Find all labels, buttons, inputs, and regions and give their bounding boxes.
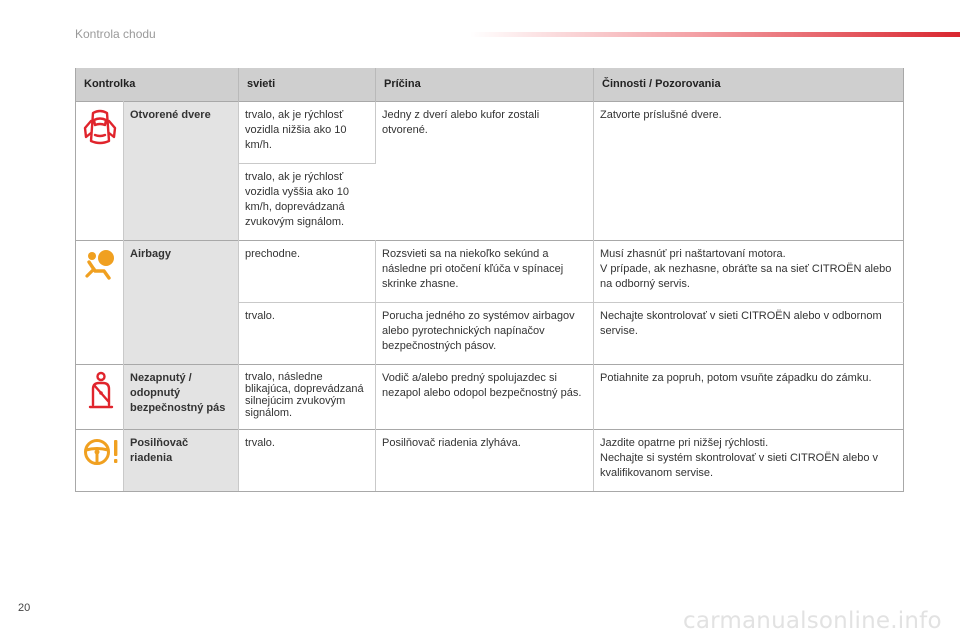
lit-condition: trvalo, ak je rýchlosť vozidla vyššia ako 10 km/h, doprevádzaná zvukovým signálom. bbox=[239, 164, 376, 241]
column-header-cinnosti: Činnosti / Pozorovania bbox=[594, 68, 904, 102]
table-row bbox=[76, 430, 904, 492]
table-row bbox=[76, 102, 904, 164]
power-steering-icon bbox=[76, 430, 124, 492]
action-text: Potiahnite za popruh, potom vsuňte západku do zámku. bbox=[594, 365, 904, 430]
cause-text: Jedny z dverí alebo kufor zostali otvorené. bbox=[376, 102, 594, 241]
lit-condition: trvalo, následne blikajúca, doprevádzaná silnejúcim zvukovým signálom. bbox=[239, 365, 376, 430]
open-door-icon bbox=[76, 102, 124, 241]
action-line: Nechajte si systém skontrolovať v sieti CITROËN alebo v kvalifikovanom servise. bbox=[600, 452, 878, 479]
cause-text: Vodič a/alebo predný spolujazdec si nezapol alebo odopol bezpečnostný pás. bbox=[376, 365, 594, 430]
lit-condition: trvalo. bbox=[239, 303, 376, 365]
action-line: Jazdite opatrne pri nižšej rýchlosti. bbox=[600, 437, 769, 449]
column-header-kontrolka: Kontrolka bbox=[76, 68, 239, 102]
page-header-title: Kontrola chodu bbox=[75, 27, 156, 41]
page-number: 20 bbox=[18, 602, 31, 614]
action-line: Musí zhasnúť pri naštartovaní motora. bbox=[600, 248, 786, 260]
cause-text: Posilňovač riadenia zlyháva. bbox=[376, 430, 594, 492]
warning-name: Nezapnutý / odopnutý bezpečnostný pás bbox=[124, 365, 239, 430]
warning-name: Airbagy bbox=[124, 241, 239, 365]
action-text: Zatvorte príslušné dvere. bbox=[594, 102, 904, 241]
action-text: Nechajte skontrolovať v sieti CITROËN alebo v odbornom servise. bbox=[594, 303, 904, 365]
warning-name: Otvorené dvere bbox=[124, 102, 239, 241]
lit-condition: prechodne. bbox=[239, 241, 376, 303]
column-header-svieti: svieti bbox=[239, 68, 376, 102]
airbag-icon bbox=[76, 241, 124, 365]
cause-text: Porucha jedného zo systémov airbagov alebo pyrotechnických napínačov bezpečnostných pásov. bbox=[376, 303, 594, 365]
table-row bbox=[76, 365, 904, 430]
header-accent-bar bbox=[470, 32, 960, 37]
lit-condition: trvalo. bbox=[239, 430, 376, 492]
table-row bbox=[76, 241, 904, 303]
column-header-pricina: Príčina bbox=[376, 68, 594, 102]
seatbelt-icon bbox=[76, 365, 124, 430]
table-header-row bbox=[76, 68, 904, 102]
watermark: carmanualsonline.info bbox=[683, 608, 942, 634]
warning-lights-table bbox=[75, 68, 904, 492]
action-line: V prípade, ak nezhasne, obráťte sa na sieť CITROËN alebo na odborný servis. bbox=[600, 263, 892, 290]
action-text bbox=[594, 430, 904, 492]
lit-condition: trvalo, ak je rýchlosť vozidla nižšia ako 10 km/h. bbox=[239, 102, 376, 164]
cause-text: Rozsvieti sa na niekoľko sekúnd a následne pri otočení kľúča v spínacej skrinke zhasne. bbox=[376, 241, 594, 303]
warning-name: Posilňovač riadenia bbox=[124, 430, 239, 492]
action-text bbox=[594, 241, 904, 303]
